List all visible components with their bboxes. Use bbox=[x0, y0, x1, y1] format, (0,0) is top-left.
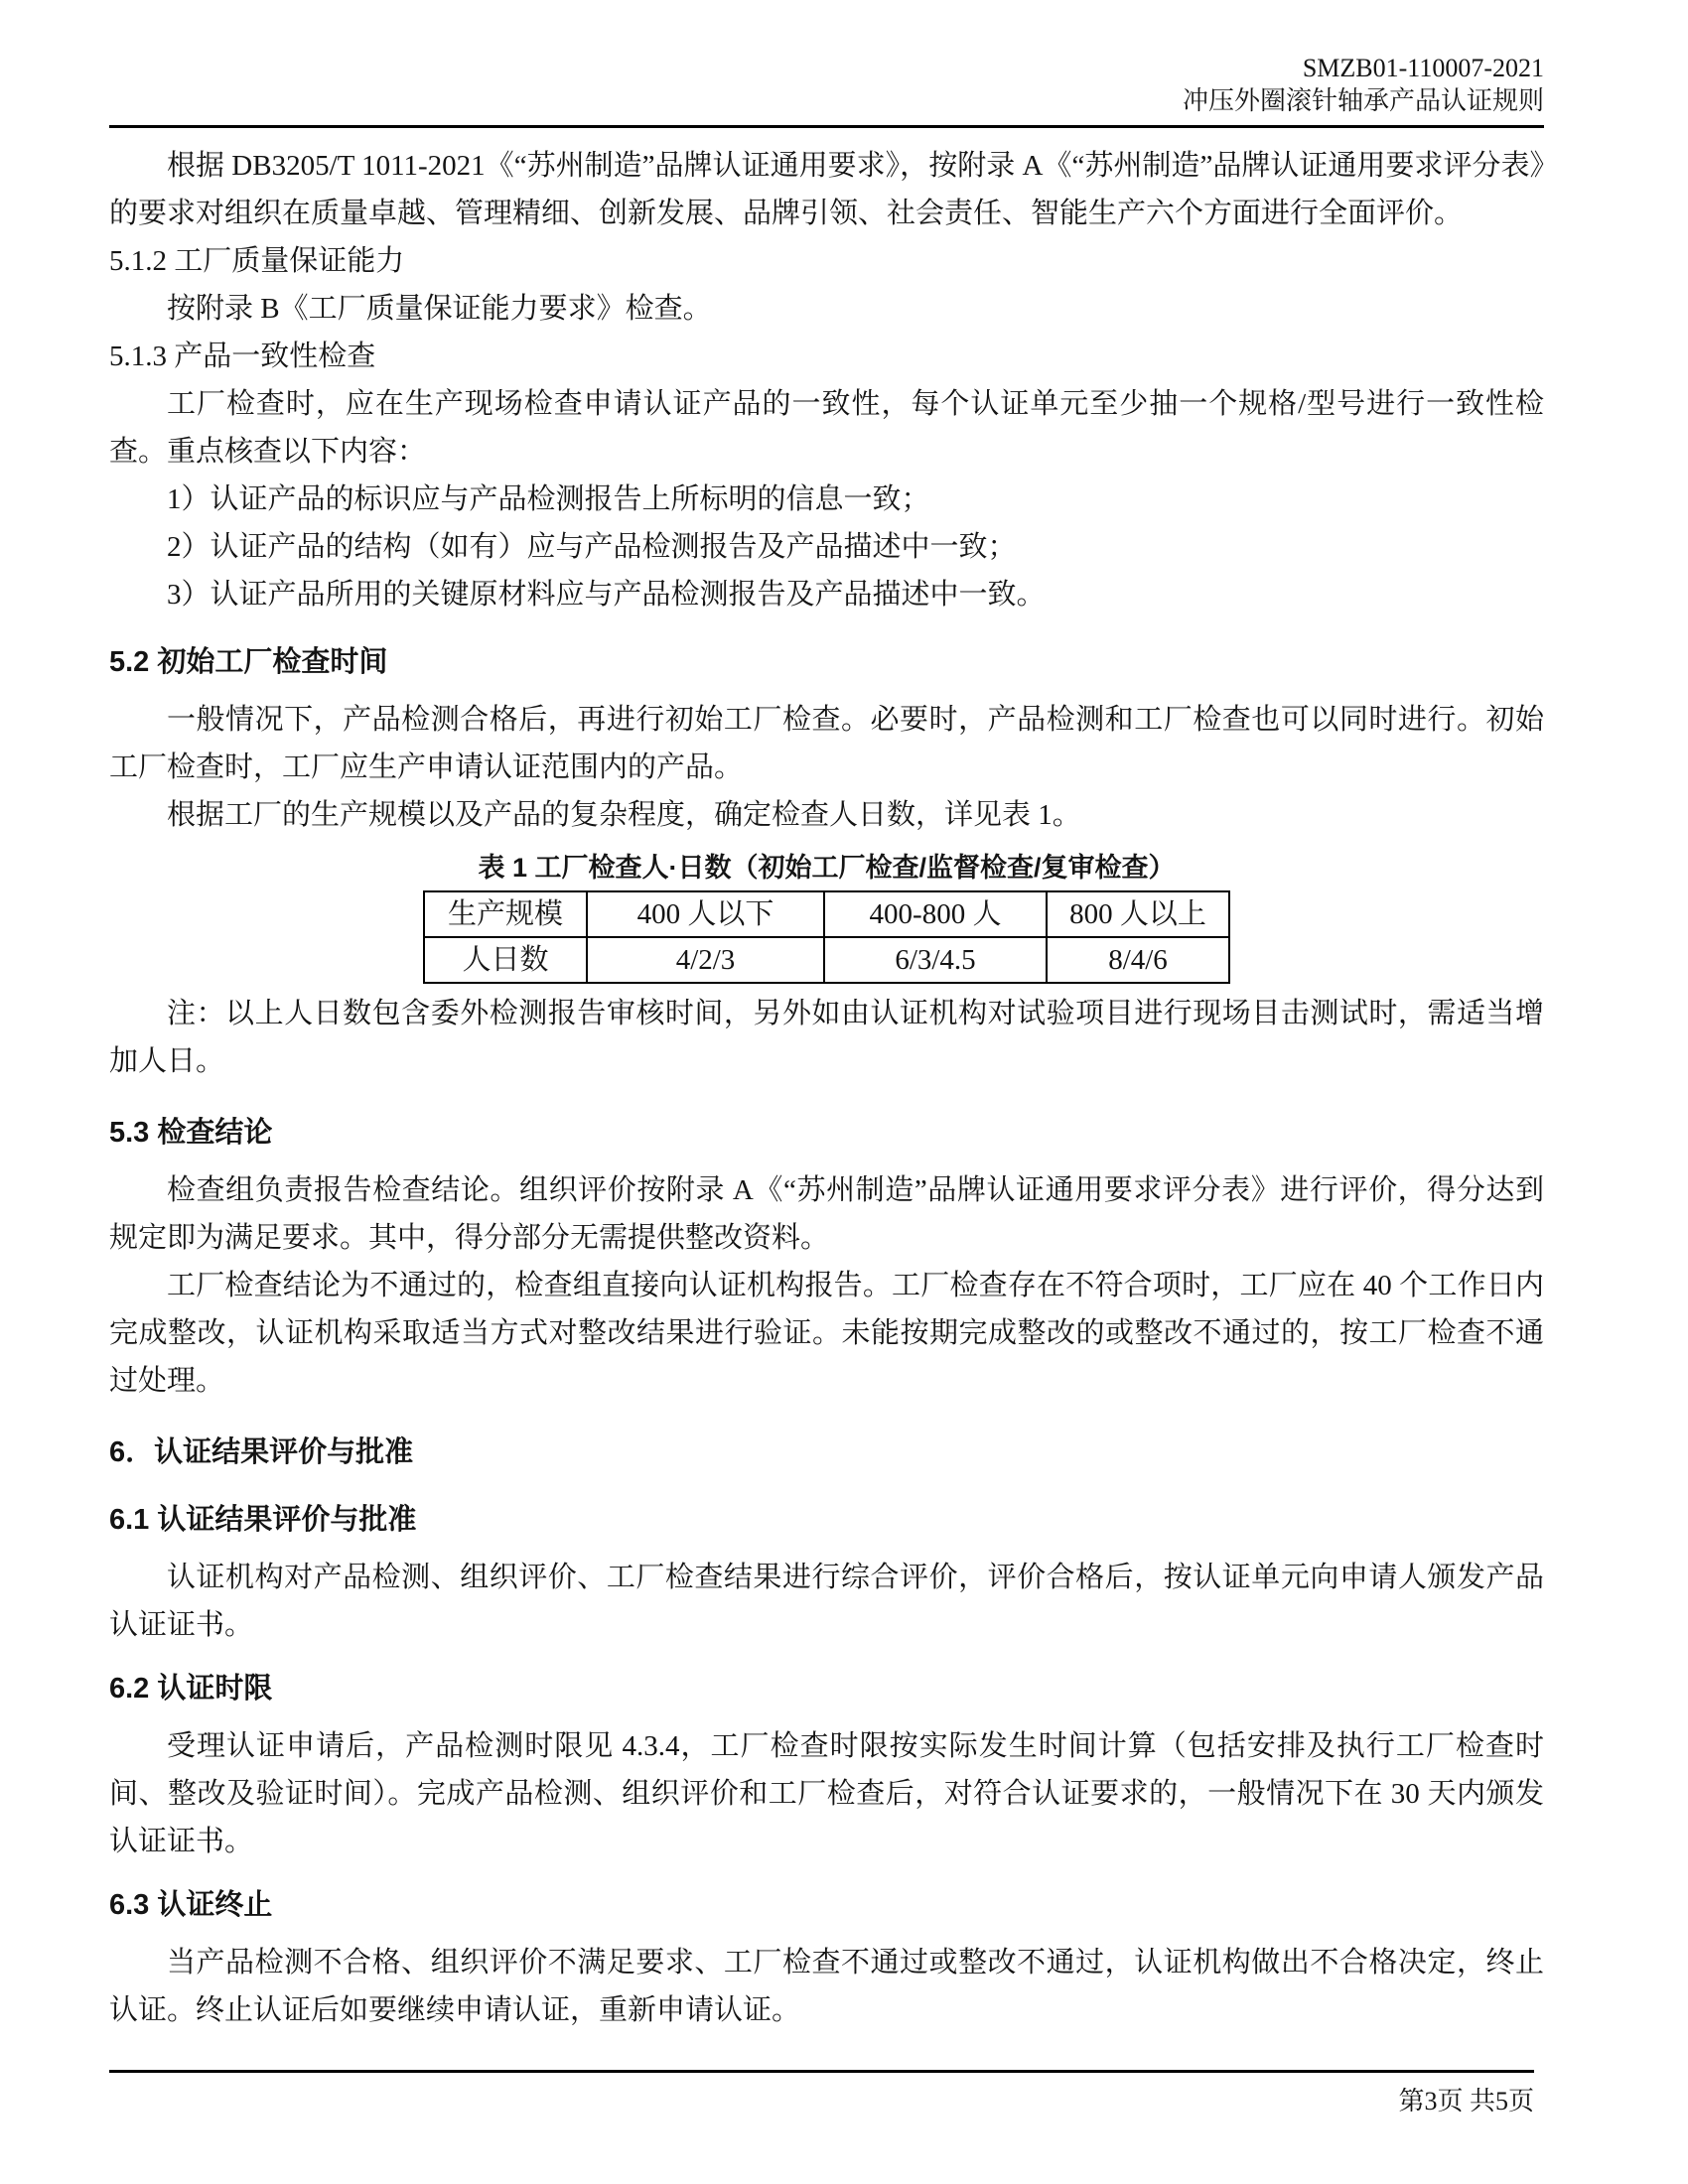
page-footer bbox=[109, 2070, 1534, 2117]
table-cell: 6/3/4.5 bbox=[824, 937, 1047, 983]
heading-5-1-3: 5.1.3 产品一致性检查 bbox=[109, 341, 376, 372]
list-item-2: 2）认证产品的结构（如有）应与产品检测报告及产品描述中一致； bbox=[167, 531, 1017, 563]
document-number: SMZB01-110007-2021 bbox=[1302, 54, 1544, 82]
table-cell: 8/4/6 bbox=[1047, 937, 1229, 983]
paragraph-6-2: 受理认证申请后，产品检测时限见 4.3.4，工厂检查时限按实际发生时间计算（包括安排及执行工厂检查时间、整改及验证时间）。完成产品检测、组织评价和工厂检查后，对符合认证要求的，一般情况下在 30 天内颁发认证证书。 bbox=[109, 1730, 1544, 1857]
paragraph-6-3: 当产品检测不合格、组织评价不满足要求、工厂检查不通过或整改不通过，认证机构做出不合格决定，终止认证。终止认证后如要继续申请认证，重新申请认证。 bbox=[109, 1947, 1544, 2026]
page-header bbox=[109, 52, 1544, 128]
table-cell: 人日数 bbox=[424, 937, 587, 983]
paragraph-5-2-a: 一般情况下，产品检测合格后，再进行初始工厂检查。必要时，产品检测和工厂检查也可以同时进行。初始工厂检查时，工厂应生产申请认证范围内的产品。 bbox=[109, 704, 1544, 783]
paragraph-5-3-a: 检查组负责报告检查结论。组织评价按附录 A《“苏州制造”品牌认证通用要求评分表》进行评价，得分达到规定即为满足要求。其中，得分部分无需提供整改资料。 bbox=[109, 1174, 1544, 1254]
heading-6-1: 6.1 认证结果评价与批准 bbox=[109, 1504, 417, 1536]
heading-6: 6．认证结果评价与批准 bbox=[109, 1436, 414, 1468]
document-title: 冲压外圈滚针轴承产品认证规则 bbox=[1182, 86, 1544, 115]
list-item-1: 1）认证产品的标识应与产品检测报告上所标明的信息一致； bbox=[167, 483, 930, 515]
paragraph-5-1-2: 按附录 B《工厂质量保证能力要求》检查。 bbox=[167, 293, 712, 325]
table-cell: 800 人以上 bbox=[1047, 891, 1229, 937]
page-number: 第3页 共5页 bbox=[1398, 2087, 1534, 2116]
document-body bbox=[109, 142, 1544, 2034]
table-row-scale bbox=[424, 891, 1229, 937]
paragraph-5-3-b: 工厂检查结论为不通过的，检查组直接向认证机构报告。工厂检查存在不符合项时，工厂应在 40 个工作日内完成整改，认证机构采取适当方式对整改结果进行验证。未能按期完成整改的或整改不通过的，按工厂检查不通过处理。 bbox=[109, 1270, 1544, 1397]
paragraph-6-1: 认证机构对产品检测、组织评价、工厂检查结果进行综合评价，评价合格后，按认证单元向申请人颁发产品认证证书。 bbox=[109, 1562, 1544, 1641]
table-caption: 表 1 工厂检查人·日数（初始工厂检查/监督检查/复审检查） bbox=[478, 853, 1176, 883]
list-item-3: 3）认证产品所用的关键原材料应与产品检测报告及产品描述中一致。 bbox=[167, 579, 1046, 611]
paragraph-intro: 根据 DB3205/T 1011-2021《“苏州制造”品牌认证通用要求》，按附录 A《“苏州制造”品牌认证通用要求评分表》的要求对组织在质量卓越、管理精细、创新发展、品牌引领、社会责任、智能生产六个方面进行全面评价。 bbox=[109, 150, 1544, 229]
heading-5-1-2: 5.1.2 工厂质量保证能力 bbox=[109, 245, 405, 277]
heading-6-3: 6.3 认证终止 bbox=[109, 1889, 273, 1921]
inspection-man-days-table bbox=[423, 890, 1230, 984]
table-row-man-days bbox=[424, 937, 1229, 983]
table-cell: 4/2/3 bbox=[587, 937, 824, 983]
heading-5-3: 5.3 检查结论 bbox=[109, 1117, 273, 1149]
table-cell: 生产规模 bbox=[424, 891, 587, 937]
table-cell: 400-800 人 bbox=[824, 891, 1047, 937]
paragraph-5-2-b: 根据工厂的生产规模以及产品的复杂程度，确定检查人日数，详见表 1。 bbox=[167, 799, 1081, 831]
paragraph-5-1-3: 工厂检查时，应在生产现场检查申请认证产品的一致性，每个认证单元至少抽一个规格/型号进行一致性检查。重点核查以下内容： bbox=[109, 388, 1544, 468]
table-note: 注：以上人日数包含委外检测报告审核时间，另外如由认证机构对试验项目进行现场目击测试时，需适当增加人日。 bbox=[109, 998, 1544, 1077]
heading-6-2: 6.2 认证时限 bbox=[109, 1673, 273, 1705]
table-cell: 400 人以下 bbox=[587, 891, 824, 937]
heading-5-2: 5.2 初始工厂检查时间 bbox=[109, 646, 388, 678]
